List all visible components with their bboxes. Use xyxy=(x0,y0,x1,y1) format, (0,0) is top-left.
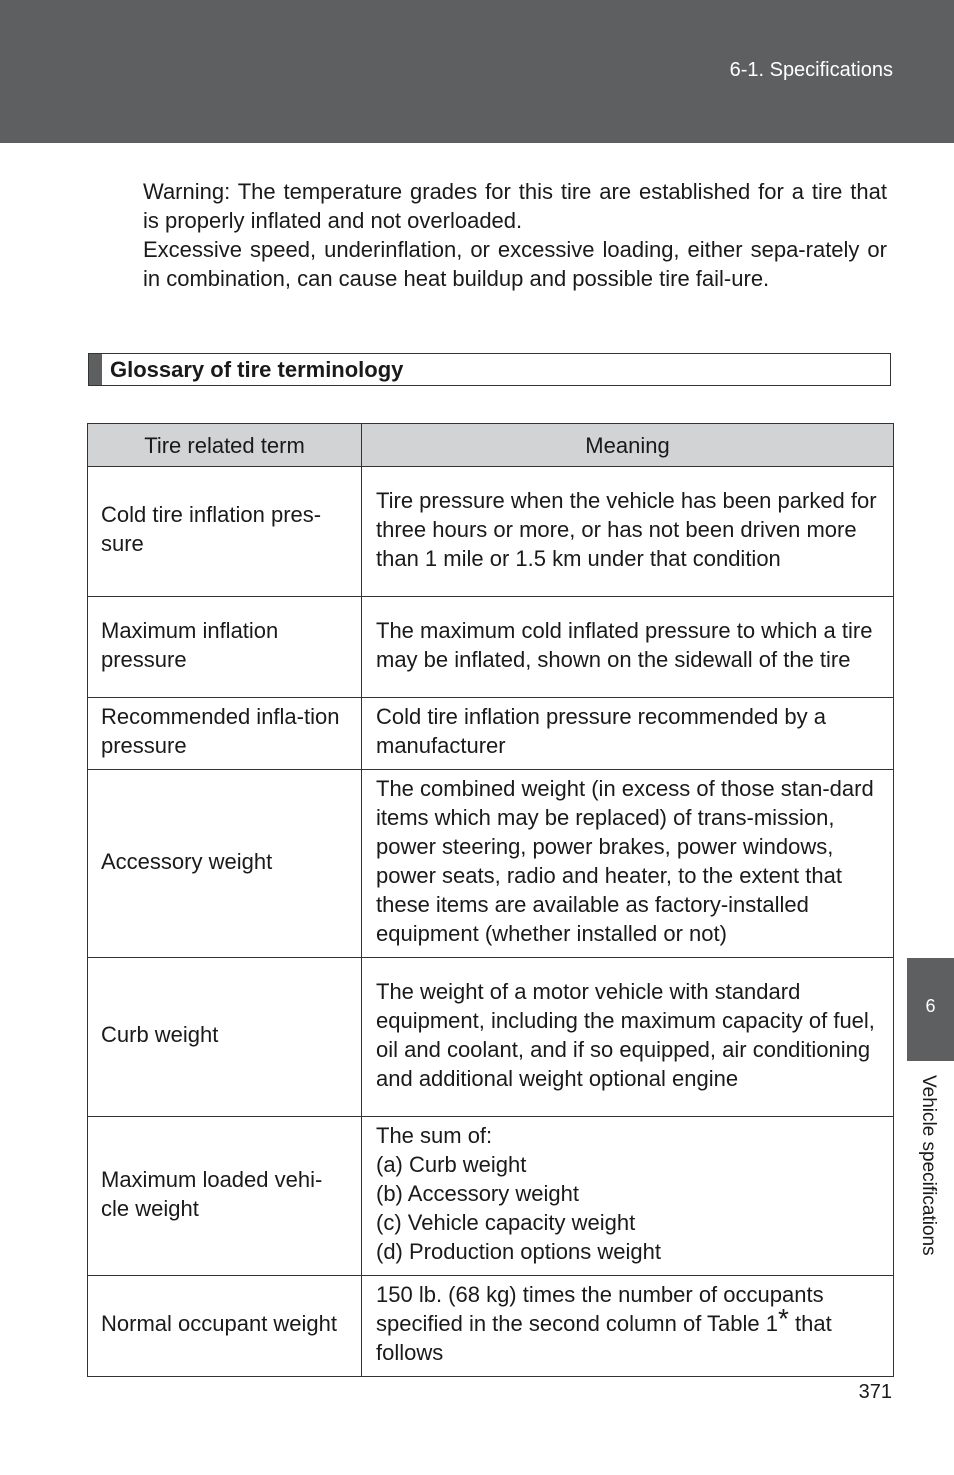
meaning-cell: Cold tire inflation pressure recommended by a manufacturer xyxy=(362,698,894,770)
asterisk-mark: * xyxy=(777,1303,789,1334)
glossary-table xyxy=(87,423,894,1377)
term-cell: Recommended infla-tion pressure xyxy=(88,698,362,770)
meaning-intro: The sum of: xyxy=(376,1123,493,1148)
table-row xyxy=(88,1117,894,1276)
meaning-list-item: (d) Production options weight xyxy=(376,1239,661,1264)
column-header-meaning: Meaning xyxy=(362,424,894,467)
warning-paragraph-1: Warning: The temperature grades for this tire are established for a tire that is properly inflated and not overloaded. xyxy=(143,179,887,233)
term-cell: Curb weight xyxy=(88,958,362,1117)
term-cell: Maximum loaded vehi-cle weight xyxy=(88,1117,362,1276)
meaning-cell xyxy=(362,1117,894,1276)
term-cell: Normal occupant weight xyxy=(88,1276,362,1377)
warning-paragraph-2: Excessive speed, underinflation, or excessive loading, either sepa-rately or in combination, can cause heat buildup and possible tire fail-ure. xyxy=(143,237,887,291)
table-row xyxy=(88,958,894,1117)
meaning-text-end: that follows xyxy=(376,1311,832,1365)
meaning-text: 150 lb. (68 kg) times the number of occupants specified in the second column of Table 1 xyxy=(376,1282,824,1336)
chapter-number: 6 xyxy=(925,996,936,1016)
meaning-list-item: (a) Curb weight xyxy=(376,1152,527,1177)
meaning-list-item: (c) Vehicle capacity weight xyxy=(376,1210,636,1235)
page-number: 371 xyxy=(858,1381,892,1403)
chapter-tab xyxy=(907,958,954,1061)
column-header-term: Tire related term xyxy=(88,424,362,467)
term-cell: Cold tire inflation pres-sure xyxy=(88,467,362,597)
section-title: 6-1. Specifications xyxy=(729,59,893,81)
heading-marker xyxy=(89,354,102,385)
glossary-title: Glossary of tire terminology xyxy=(110,356,404,382)
table-row xyxy=(88,770,894,958)
meaning-cell: The maximum cold inflated pressure to which a tire may be inflated, shown on the sidewall of the tire xyxy=(362,597,894,698)
term-cell: Accessory weight xyxy=(88,770,362,958)
meaning-list-item: (b) Accessory weight xyxy=(376,1181,579,1206)
meaning-cell: Tire pressure when the vehicle has been parked for three hours or more, or has not been driven more than 1 mile or 1.5 km under that condition xyxy=(362,467,894,597)
table-row xyxy=(88,597,894,698)
glossary-heading xyxy=(88,353,891,386)
table-row xyxy=(88,698,894,770)
header-band xyxy=(0,0,954,143)
meaning-cell: The combined weight (in excess of those stan-dard items which may be replaced) of trans-mission, power steering, power brakes, power windows, power seats, radio and heater, to the extent that these items are available as factory-installed equipment (whether installed or not) xyxy=(362,770,894,958)
table-row xyxy=(88,1276,894,1377)
chapter-label: Vehicle specifications xyxy=(918,1075,939,1256)
term-cell: Maximum inflation pressure xyxy=(88,597,362,698)
meaning-cell xyxy=(362,1276,894,1377)
warning-text xyxy=(143,177,887,293)
table-row xyxy=(88,467,894,597)
table-header-row xyxy=(88,424,894,467)
meaning-cell: The weight of a motor vehicle with standard equipment, including the maximum capacity of fuel, oil and coolant, and if so equipped, air conditioning and additional weight optional engine xyxy=(362,958,894,1117)
